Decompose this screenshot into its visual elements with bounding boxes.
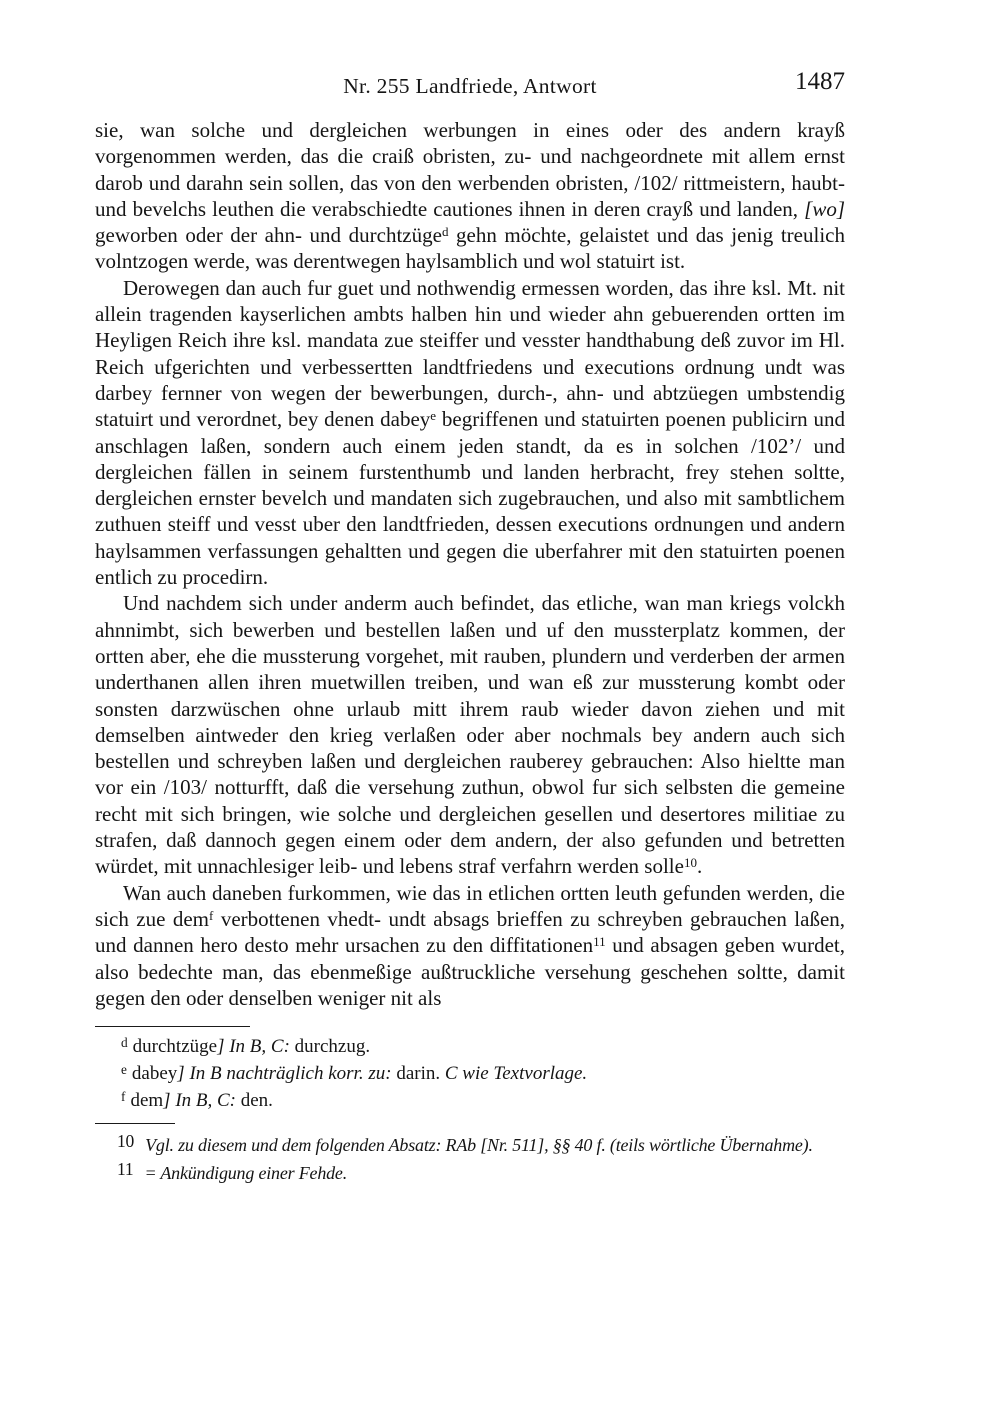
- footnote-text: [130, 1090, 273, 1111]
- footnote-marker: 11: [117, 1159, 134, 1180]
- running-header: [95, 68, 845, 104]
- text-segment: In B, C:: [170, 1090, 236, 1112]
- paragraph: [95, 880, 845, 1011]
- text-segment: geworben oder der ahn- und durchtzüge: [95, 223, 442, 248]
- text-segment: ]: [217, 1036, 225, 1058]
- text-segment: dem: [130, 1090, 164, 1112]
- text-segment: sie, wan solche und dergleichen werbungen in eines oder des andern krayß vorgenommen werden, das die craiß obristen, zu- und nachgeordnete mit allem ernst darob und darahn sein sollen, das von den werbenden obristen, /102/ rittmeistern, haubt- und bevelchs leuthen die verabschiedte cautiones ihnen in deren crayß und landen,: [95, 118, 845, 221]
- text-segment: Und nachdem sich under anderm auch befindet, das etliche, wan man kriegs volckh ahnnimbt, sich bewerben und bestellen laßen und uf den mussterplatz kommen, der ortten aber, ehe die mussterung vorgehet, mit rauben, plundern und verderben der armen underthanen allen ihren muetwillen treiben, und wan eß zur mussterung kombt oder sonsten darzwüschen ohne urlaub mitt ihrem raub wieder davon ziehen und mit demselben aintweder den krieg verlaßen oder aber nochmals bey andern auch sich bestellen und schreyben laßen und dergleichen rauberey gebrauchen: Also hieltte man vor ein /103/ notturfft, daß die versehung zuthun, obwol fur sich selbsten die gemeine recht mit sich bringen, wie solche und dergleichen gesellen und desertores militiae zu strafen, daß dannoch gegen einem oder dem andern, der also gefunden und betretten würdet, mit unnachlesiger leib- und lebens straf verfahrn werden solle: [95, 591, 845, 879]
- footnote-reference: 11: [593, 933, 606, 949]
- text-segment: In B nachträglich korr. zu:: [184, 1063, 392, 1085]
- running-title: Nr. 255 Landfriede, Antwort: [343, 74, 597, 98]
- page-number: 1487: [795, 68, 845, 95]
- paragraph: [95, 117, 845, 275]
- footnote-text: [132, 1063, 587, 1084]
- text-segment: .: [696, 854, 703, 879]
- commentary-footnotes: [95, 1131, 925, 1187]
- text-segment: darin.: [391, 1063, 445, 1085]
- text-segment: = Ankündigung einer Fehde.: [144, 1163, 348, 1184]
- footnote-marker: f: [121, 1088, 126, 1104]
- footnote: [95, 1087, 845, 1114]
- text-segment: begriffenen und statuirten poenen publicirn und anschlagen laßen, sondern auch einem jeden standt, da es in solchen /102’/ und dergleichen fällen in seinem furstenthumb und landen herbracht, frey stehen soltte, dergleichen ernster bevelch und mandaten sich zugebrauchen, und also mit sambtlichem zuthuen steiff und vesst uber den landtfrieden, dessen executions ordnungen und andern haylsammen verfassungen gehaltten und gegen die uberfahrer mit den statuirten poenen entlich zu procedirn.: [95, 407, 845, 590]
- text-segment: den.: [236, 1090, 273, 1112]
- footnote: [95, 1159, 925, 1187]
- text-segment: durchtzüge: [132, 1036, 218, 1058]
- text-segment: ]: [163, 1090, 171, 1112]
- apparatus-divider-rule: [95, 1026, 250, 1027]
- footnote-marker: d: [121, 1034, 128, 1050]
- text-segment: In B, C:: [224, 1036, 290, 1058]
- paragraph: [95, 275, 845, 591]
- text-segment: Vgl. zu diesem und dem folgenden Absatz: RAb [Nr. 511], §§ 40 f. (teils wörtliche Übernahme).: [145, 1135, 813, 1156]
- footnote-text: [144, 1163, 347, 1183]
- footnote-marker: e: [121, 1061, 127, 1077]
- text-segment: Wan auch daneben furkommen, wie das in etlichen ortten leuth gefunden werden, die sich zue dem: [95, 880, 845, 931]
- footnote-reference: e: [430, 408, 437, 424]
- text-segment: Derowegen dan auch fur guet und nothwendig ermessen worden, das ihre ksl. Mt. nit allein tragenden kayserlichen ambts halben hin und wieder ahn gebuerenden ortten im Heyligen Reich ihre ksl. mandata zue steiffer und vesster handthabung deß zuvor im Hl. Reich ufgerichten und verbessertten landtfriedens und executions ordnung undt was darbey fernner von wegen der bewerbungen, durch-, ahn- und abtzüegen umbstendig statuirt und verordnet, bey denen dabey: [95, 275, 845, 432]
- text-segment: dabey: [131, 1063, 178, 1085]
- footnote-reference: d: [441, 223, 449, 239]
- footnote-marker: 10: [117, 1131, 135, 1152]
- footnote: [95, 1033, 845, 1060]
- text-segment: C wie Textvorlage.: [444, 1063, 588, 1085]
- text-segment: durchzug.: [289, 1036, 371, 1058]
- footnote-reference: 10: [683, 855, 697, 871]
- footnote: [95, 1131, 925, 1159]
- text-segment: und absagen geben wurdet, also bedechte man, das ebenmeßige außtruckliche versehung geschehen soltte, damit gegen den oder denselben weniger nit als: [95, 933, 846, 1010]
- text-segment: ]: [177, 1063, 185, 1085]
- footnote: [95, 1060, 845, 1087]
- body-text: [95, 117, 845, 1011]
- paragraph: [95, 590, 845, 879]
- apparatus-footnotes: [95, 1033, 845, 1114]
- footnote-reference: f: [209, 907, 214, 923]
- text-segment: gehn möchte, gelaistet und das jenig treulich volntzogen werde, was derentwegen haylsamblich und wol statuirt ist.: [95, 223, 845, 274]
- footnote-text: [133, 1036, 370, 1057]
- footnote-text: [145, 1135, 813, 1155]
- text-segment: verbottenen vhedt- undt absags brieffen zu schreyben gebrauchen laßen, und dannen hero desto mehr ursachen zu den diffitationen: [95, 906, 846, 958]
- text-segment: [wo]: [804, 196, 845, 221]
- commentary-divider-rule: [95, 1123, 175, 1124]
